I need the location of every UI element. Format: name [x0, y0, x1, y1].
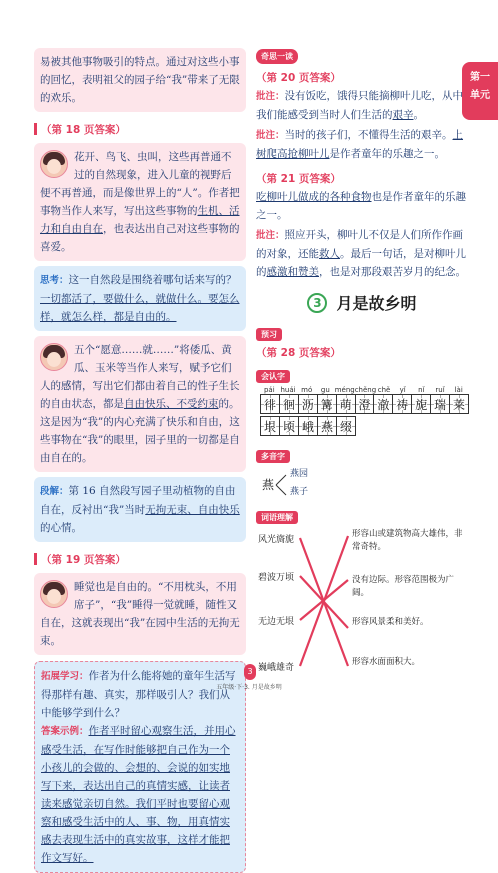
- char-cell: [336, 394, 356, 414]
- char-cell: [317, 394, 337, 414]
- recognize-chars-tag: 会认字: [256, 370, 290, 383]
- char-cell: [373, 394, 393, 414]
- char-cell: [279, 394, 299, 414]
- char-cell: [336, 416, 356, 436]
- match-left-3: 无边无垠: [258, 617, 295, 627]
- char-cell: [260, 394, 280, 414]
- unit-tab-line2: 单元: [470, 90, 490, 101]
- think-label: 思考：: [40, 275, 69, 286]
- lesson-number: 3: [307, 293, 327, 313]
- annotation-4-a: 照应开头，柳叶儿不仅是人们所作作画的对象，还能: [256, 229, 464, 260]
- char-text: 旎: [415, 397, 428, 412]
- duanjie-underlined: 无拘无束、自由快乐: [145, 504, 240, 516]
- duanjie-box: [34, 477, 246, 542]
- annotation-1-label: 批注：: [256, 91, 285, 102]
- match-left-2: 碧波万顷: [258, 573, 295, 583]
- heading-bar: [34, 123, 37, 135]
- annotation-3: [256, 188, 468, 224]
- polyphone-tag: 多音字: [256, 450, 290, 463]
- char-text: 莱: [453, 397, 466, 412]
- char-text: 篝: [320, 397, 333, 412]
- answer-19-title: （第 19 页答案）: [41, 553, 126, 566]
- think-question: 这一自然段是围绕着哪句话来写的？: [68, 274, 237, 286]
- answer-18-paragraph-2: [40, 341, 240, 467]
- page-number: 3: [244, 664, 256, 680]
- annotation-4-underlined-2: 感激和赞美: [266, 266, 319, 278]
- char-cell: [260, 416, 280, 436]
- answer-20-title: （第 20 页答案）: [256, 72, 341, 84]
- vocab-tag: 词语理解: [256, 511, 298, 524]
- intro-box: [34, 48, 246, 112]
- char-text: 缀: [339, 419, 352, 434]
- tuozhan-question: 作者为什么能将她的童年生活写得那样有趣、真实，那样吸引人？我们从中能够学到什么？: [41, 670, 236, 719]
- right-column: [256, 44, 468, 678]
- char-text: 徘: [263, 397, 276, 412]
- char-cell: [355, 394, 375, 414]
- char-cell: [298, 416, 318, 436]
- ans18-p1-b: 作者把事物当作人来写，写出这些事物的: [40, 187, 240, 217]
- char-cell: [317, 416, 337, 436]
- girl-avatar: [40, 580, 68, 608]
- ans18-p1-a: 花开、鸟飞、虫叫，这些再普通不过的自然现象，进入儿童的视野后便不再普通，而是像世界上的“人”。: [40, 151, 232, 199]
- annotation-1: [256, 87, 468, 124]
- duanjie-label: 段解：: [40, 486, 69, 497]
- char-text: 峨: [301, 419, 314, 434]
- char-text: 徊: [282, 397, 295, 412]
- answer-19-heading: [34, 552, 126, 567]
- char-text: 瑞: [434, 397, 447, 412]
- char-grid-row-2: [260, 416, 468, 436]
- char-text: 沥: [301, 397, 314, 412]
- answer-18-box-2: [34, 336, 246, 472]
- char-grid-row-1: [260, 394, 468, 414]
- polyphone-option-2: 燕子: [290, 487, 309, 497]
- char-text: 萌: [339, 397, 352, 412]
- matching-lines: [256, 528, 468, 678]
- char-cell: [279, 416, 299, 436]
- tuozhan-box: [34, 661, 246, 873]
- brace-lines-icon: [274, 471, 290, 499]
- ans18-p1-underlined: 生机、活力和自由自在: [40, 205, 240, 235]
- char-cell: [392, 394, 412, 414]
- polyphone-option-1: 燕园: [290, 469, 309, 479]
- answer-18-box-1: [34, 143, 246, 261]
- answer-18-heading: [34, 122, 126, 137]
- match-left-1: 风光旖旎: [258, 535, 295, 545]
- intro-text: 易被其他事物吸引的特点。通过对这些小事的回忆，表明祖父的园子给“我”带来了无限的欢乐。: [40, 56, 240, 104]
- char-text: 燕: [320, 419, 333, 434]
- pinyin-item: ruǐ: [435, 386, 445, 394]
- pinyin-item: chěng: [354, 386, 377, 394]
- reading-tag: 奇思一读: [256, 49, 298, 64]
- tuozhan-label: 拓展学习：: [41, 671, 89, 682]
- answer-28-title: （第 28 页答案）: [256, 347, 341, 359]
- annotation-4-b: 。最后一句话，是对柳叶儿的: [256, 248, 466, 278]
- answer-18-paragraph-1: [40, 148, 240, 256]
- annotation-4-c: ，也是对那段艰苦岁月的纪念。: [319, 266, 466, 278]
- annotation-3-text: 也是作者童年的乐趣之一。: [256, 191, 466, 221]
- duanjie-a: 第 16 自然段写园子里动植物的自由自在，反衬出“我”当时: [40, 485, 236, 516]
- annotation-4-underlined-1: 救人: [319, 248, 340, 260]
- char-text: 祷: [396, 397, 409, 412]
- annotation-2-underlined: 上树爬高抢柳叶儿: [256, 129, 464, 160]
- pinyin-item: huái: [280, 386, 296, 394]
- char-cell: [449, 394, 469, 414]
- think-answer: 一切都活了，要做什么，就做什么。要怎么样，就怎么样，都是自由的。: [40, 293, 240, 323]
- girl-avatar: [40, 150, 68, 178]
- ans18-p2-a: 五个“愿意……就……”将倭瓜、黄瓜、玉米等当作人来写，赋予它们人的感情，写出它们都由着自己的性子生长的自由状态，都是: [40, 344, 240, 410]
- lesson-heading: [256, 291, 468, 314]
- unit-tab-line1: 第一: [470, 72, 490, 83]
- annotation-2-a: 当时的孩子们，不懂得生活的艰辛。: [284, 129, 453, 141]
- heading-bar: [34, 553, 37, 565]
- ans18-p2-underlined: 自由快乐、不受约束: [124, 398, 219, 410]
- ans18-p1-c: ，也表达出自己对这些事物的喜爱。: [40, 223, 240, 253]
- pinyin-item: nǐ: [418, 386, 425, 394]
- char-text: 澄: [358, 397, 371, 412]
- match-right-4: 形容水面面积大。: [352, 657, 421, 667]
- match-right-1: 形容山或建筑物高大雄伟，非常奇特。: [352, 529, 463, 552]
- pinyin-item: chě: [377, 386, 391, 394]
- ans18-p2-b: 的。这是因为“我”的内心充满了快乐和自由，这些事物在“我”的眼里，园子里的一切都是自由自在的。: [40, 398, 240, 464]
- annotation-1-underlined: 艰辛: [392, 109, 414, 121]
- matching-exercise: [256, 528, 468, 678]
- match-right-3: 形容风景柔和美好。: [352, 617, 429, 627]
- pinyin-item: méng: [334, 386, 355, 394]
- daan-text: 作者平时留心观察生活，并用心感受生活，在写作时能够把自己作为一个小孩儿的会做的、会想的、会说的如实地写下来，表达出自己的真情实感，让读者读来感觉亲切自然。我们平时也要留心观察和感受生活中的人、事、物，用真情实感去表现生活中的真实故事，这样才能把作文写好。: [41, 725, 236, 864]
- pinyin-row: [260, 386, 468, 394]
- polyphone-char: 燕: [262, 478, 275, 492]
- annotation-4: [256, 226, 468, 281]
- char-text: 澈: [377, 397, 390, 412]
- char-text: 垠: [263, 419, 276, 434]
- annotation-1-b: 。: [413, 109, 424, 121]
- char-text: 顷: [282, 419, 295, 434]
- char-cell: [411, 394, 431, 414]
- answer-19-box: [34, 573, 246, 655]
- answer-19-paragraph: 睡觉也是自由的。“不用枕头，不用席子”，“我”睡得一觉就睡，随性又自在，这就表现出“我”在园中生活的无拘无束。: [40, 581, 240, 647]
- pinyin-item: gu: [320, 386, 330, 394]
- annotation-4-label: 批注：: [256, 230, 285, 241]
- lesson-title: 月是故乡明: [336, 294, 417, 313]
- annotation-2-b: 是作者童年的乐趣之一。: [329, 148, 445, 160]
- preview-tag: 预习: [256, 328, 282, 341]
- left-column: [34, 48, 246, 873]
- pinyin-item: pái: [263, 386, 275, 394]
- annotation-1-a: 没有饭吃，饿得只能摘柳叶儿吃，从中我们能感受到当时人们生活的: [256, 90, 464, 121]
- annotation-3-underlined: 吃柳叶儿做成的各种食物: [256, 191, 372, 203]
- char-cell: [298, 394, 318, 414]
- pinyin-item: mó: [301, 386, 313, 394]
- footer-text: 五年级·下·3. 月是故乡明: [216, 684, 282, 691]
- pinyin-item: lài: [454, 386, 463, 394]
- answer-21-title: （第 21 页答案）: [256, 173, 341, 185]
- annotation-2-label: 批注：: [256, 130, 285, 141]
- annotation-2: [256, 126, 468, 163]
- polyphone-block: [256, 467, 468, 501]
- think-box: [34, 266, 246, 331]
- match-right-2: 没有边际。形容范围极为广阔。: [352, 575, 455, 598]
- duanjie-b: 的心情。: [40, 522, 82, 534]
- girl-avatar: [40, 343, 68, 371]
- match-left-4: 巍峨雄奇: [258, 663, 295, 673]
- char-cell: [430, 394, 450, 414]
- pinyin-item: yǐ: [399, 386, 406, 394]
- daan-label: 答案示例：: [41, 726, 89, 737]
- answer-18-title: （第 18 页答案）: [41, 123, 126, 136]
